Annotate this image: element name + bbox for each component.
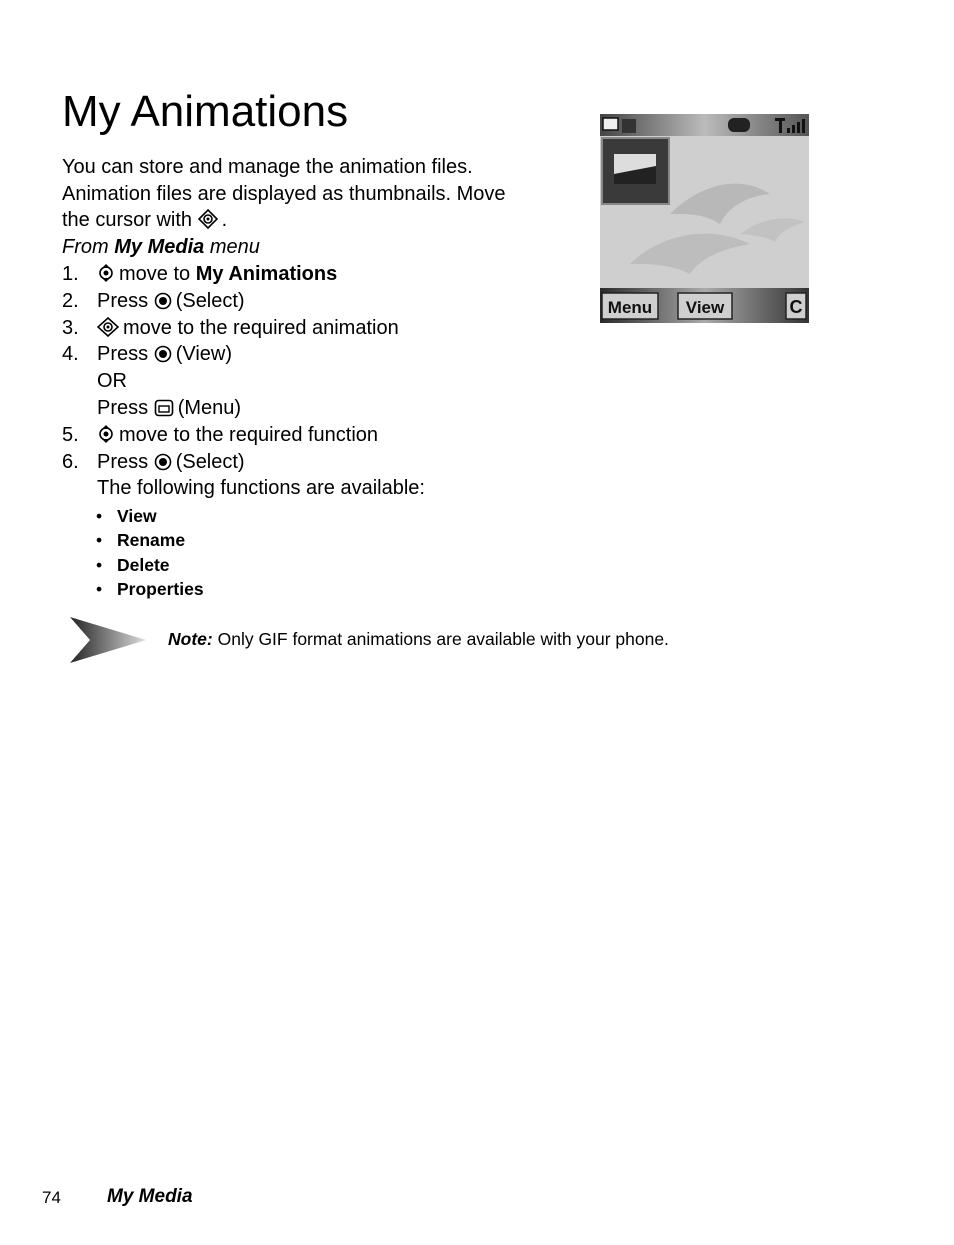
step-3: 3. move to the required animation	[62, 316, 399, 339]
phone-screen-image	[600, 114, 809, 323]
page-title: My Animations	[62, 87, 349, 136]
svg-text:C: C	[789, 297, 803, 317]
list-item: • Delete	[96, 554, 170, 575]
list-item: • Rename	[96, 530, 186, 551]
svg-text:Menu: Menu	[607, 298, 653, 317]
list-item: • Properties	[96, 578, 204, 599]
from-menu-line: From My Media menu	[62, 236, 260, 259]
step-6: 6. Press (Select)	[62, 450, 245, 473]
navigation-key-4way-icon	[198, 209, 218, 229]
intro-line-3: the cursor with .	[62, 209, 228, 232]
list-item: • View	[96, 506, 157, 526]
step-5: 5. move to the required function	[62, 423, 379, 446]
page-number: 74	[42, 1188, 61, 1207]
step-4-or: OR	[97, 370, 127, 393]
note-arrow-icon	[68, 615, 148, 665]
navigation-key-updown-icon	[97, 424, 115, 444]
message-icon	[603, 118, 618, 130]
step-1: 1. move to My Animations	[62, 263, 338, 285]
menu-key-icon	[154, 399, 174, 417]
select-key-icon	[154, 345, 172, 363]
phone-screen-illustration	[600, 114, 809, 323]
select-key-icon	[154, 453, 172, 471]
step-4-alt: Press (Menu)	[97, 396, 242, 419]
svg-text:View: View	[685, 298, 725, 317]
navigation-key-updown-icon	[97, 263, 115, 283]
section-name: My Media	[107, 1186, 193, 1207]
intro-text	[62, 154, 562, 261]
functions-intro: The following functions are available:	[97, 477, 425, 500]
navigation-key-4way-icon	[97, 317, 119, 337]
step-4: 4. Press (View)	[62, 343, 232, 366]
intro-line-2: Animation files are displayed as thumbnails. Move	[62, 182, 506, 205]
sim-icon	[622, 119, 636, 133]
note: Note: Only GIF format animations are available with your phone.	[168, 629, 669, 649]
select-key-icon	[154, 292, 172, 310]
steps-list	[62, 261, 425, 502]
step-2: 2. Press (Select)	[62, 289, 245, 312]
profile-icon	[728, 118, 750, 132]
intro-line-1: You can store and manage the animation files.	[62, 156, 473, 178]
functions-list	[96, 504, 204, 601]
